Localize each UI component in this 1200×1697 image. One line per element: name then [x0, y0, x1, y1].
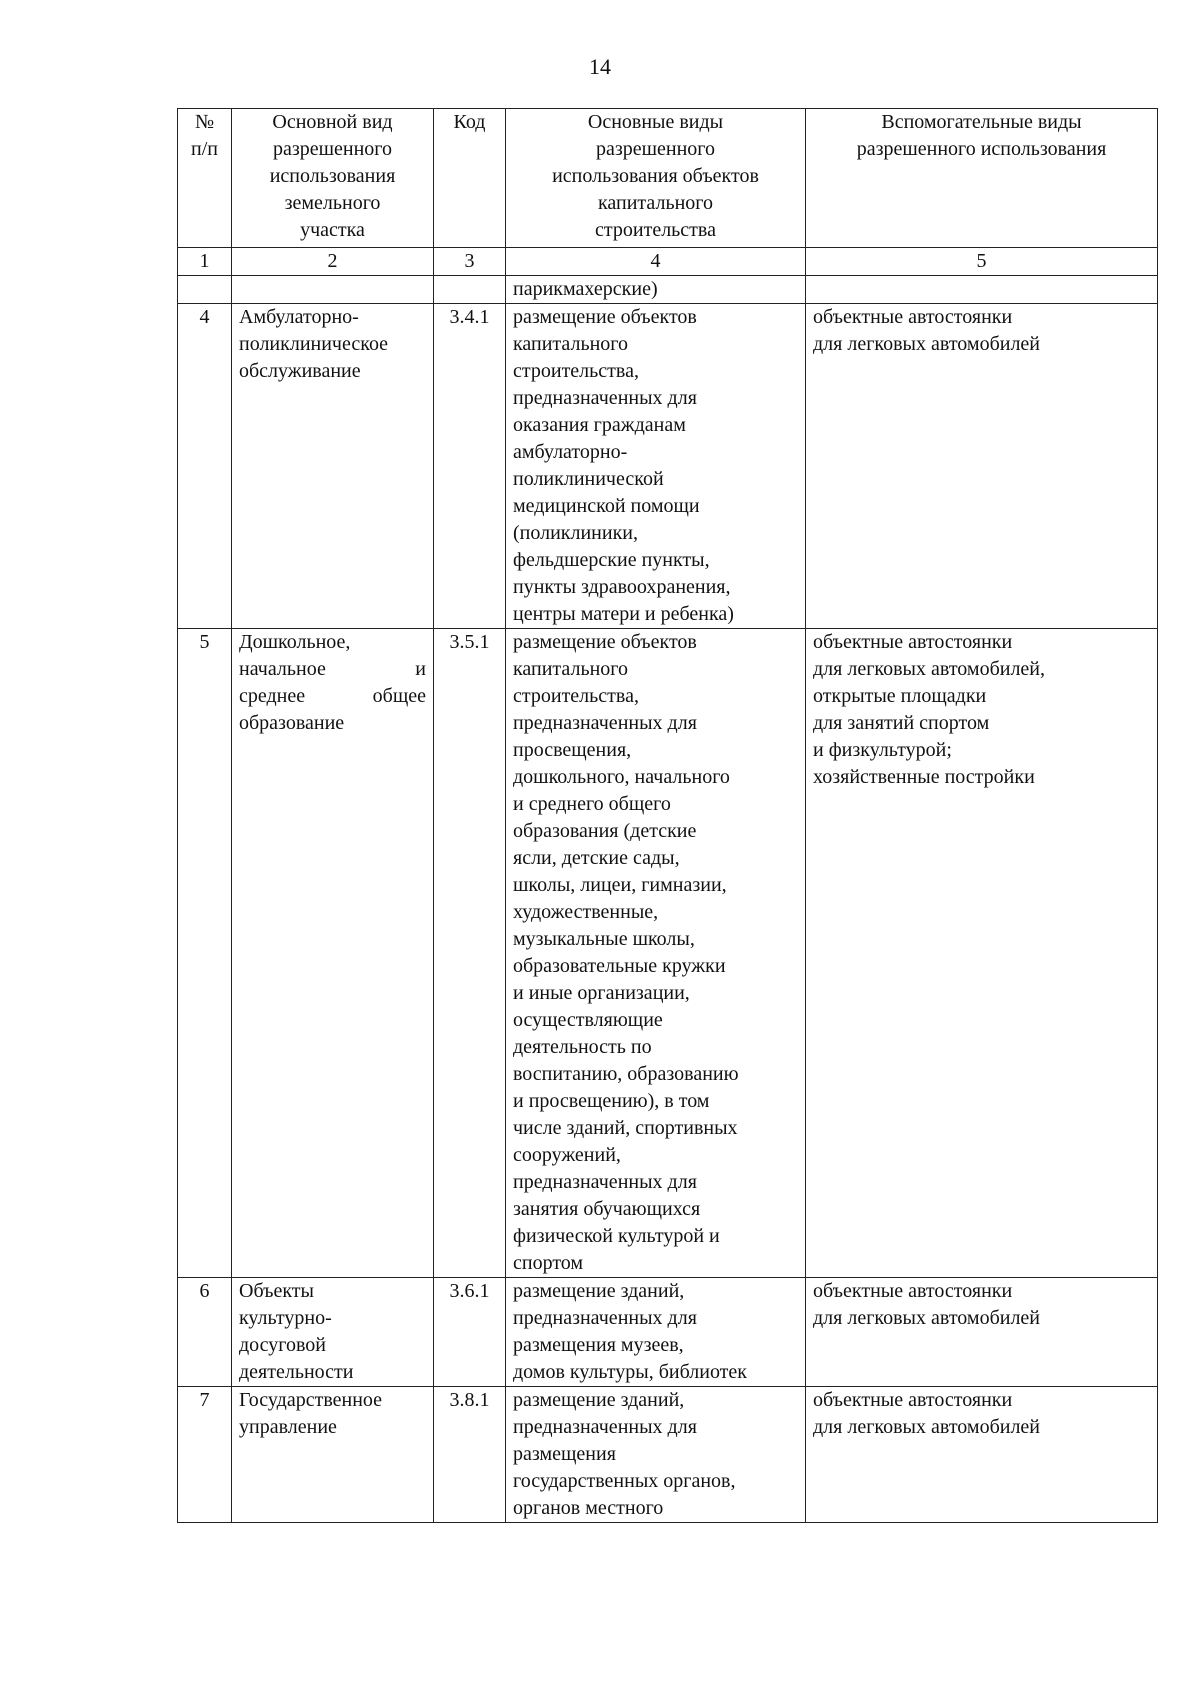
- use-code: 3.6.1: [434, 1278, 506, 1387]
- table-row: [178, 1278, 1158, 1387]
- use-code: 3.5.1: [434, 629, 506, 1278]
- permitted-use-table: [177, 108, 1158, 1523]
- column-number: 2: [232, 248, 434, 276]
- row-number: 4: [178, 304, 232, 629]
- auxiliary-uses-cell: объектные автостоянки для легковых автомобилей: [806, 304, 1158, 629]
- page-number: 14: [589, 54, 611, 79]
- land-use-name-line: Дошкольное,: [239, 631, 351, 653]
- column-number: 5: [806, 248, 1158, 276]
- empty-cell: [434, 276, 506, 304]
- continuation-row: [178, 276, 1158, 304]
- auxiliary-uses-cell: объектные автостоянки для легковых автомобилей, открытые площадки для занятий спортом и физкультурой; хозяйственные постройки: [806, 629, 1158, 1278]
- land-use-name-line: среднее общее: [239, 685, 426, 707]
- table-row: [178, 1387, 1158, 1523]
- empty-cell: [232, 276, 434, 304]
- main-uses-cell: размещение зданий, предназначенных для размещения государственных органов, органов местного: [506, 1387, 806, 1523]
- header-main-uses: Основные виды разрешенного использования объектов капитального строительства: [506, 109, 806, 248]
- land-use-name-line: начальное и: [239, 658, 426, 680]
- row-number: 7: [178, 1387, 232, 1523]
- header-code: Код: [434, 109, 506, 248]
- header-number: № п/п: [178, 109, 232, 248]
- main-uses-cell: парикмахерские): [506, 276, 806, 304]
- column-number: 1: [178, 248, 232, 276]
- land-use-name: [232, 629, 434, 1278]
- main-uses-cell: размещение зданий, предназначенных для размещения музеев, домов культуры, библиотек: [506, 1278, 806, 1387]
- header-main-land-use: Основной вид разрешенного использования земельного участка: [232, 109, 434, 248]
- use-code: 3.8.1: [434, 1387, 506, 1523]
- land-use-name: Государственное управление: [232, 1387, 434, 1523]
- land-use-name-line: образование: [239, 712, 345, 734]
- auxiliary-uses-cell: объектные автостоянки для легковых автомобилей: [806, 1278, 1158, 1387]
- table-row: [178, 629, 1158, 1278]
- use-code: 3.4.1: [434, 304, 506, 629]
- empty-cell: [806, 276, 1158, 304]
- main-uses-cell: размещение объектов капитального строительства, предназначенных для просвещения, дошкольного, начального и среднего общего образования (детские ясли, детские сады, школы, лицеи, гимназии, художественные, музыкальные школы, образовательные кружки и иные организации, осуществляющие деятельность по воспитанию, образованию и просвещению), в том числе зданий, спортивных сооружений, предназначенных для занятия обучающихся физической культурой и спортом: [506, 629, 806, 1278]
- row-number: 5: [178, 629, 232, 1278]
- column-number-row: [178, 248, 1158, 276]
- land-use-name: Объекты культурно- досуговой деятельности: [232, 1278, 434, 1387]
- header-auxiliary-uses: Вспомогательные виды разрешенного использования: [806, 109, 1158, 248]
- auxiliary-uses-cell: объектные автостоянки для легковых автомобилей: [806, 1387, 1158, 1523]
- table-header-row: [178, 109, 1158, 248]
- row-number: 6: [178, 1278, 232, 1387]
- land-use-name: Амбулаторно- поликлиническое обслуживание: [232, 304, 434, 629]
- column-number: 4: [506, 248, 806, 276]
- table-row: [178, 304, 1158, 629]
- empty-cell: [178, 276, 232, 304]
- main-uses-cell: размещение объектов капитального строительства, предназначенных для оказания гражданам амбулаторно- поликлинической медицинской помощи (поликлиники, фельдшерские пункты, пункты здравоохранения, центры матери и ребенка): [506, 304, 806, 629]
- column-number: 3: [434, 248, 506, 276]
